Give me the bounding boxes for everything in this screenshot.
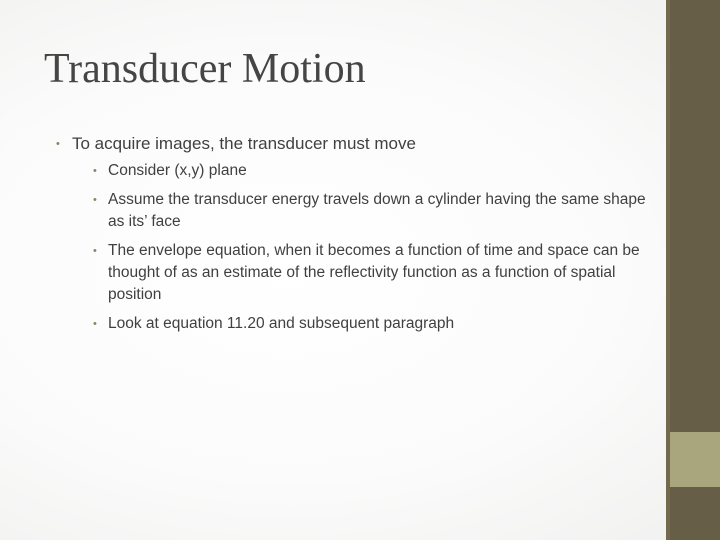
sidebar-accent-block [670, 432, 720, 487]
sub-bullet-item [72, 240, 646, 306]
sub-bullet-item [72, 160, 646, 182]
bullet-dot-icon: • [93, 194, 97, 206]
sub-bullet-item [72, 313, 646, 335]
sub-bullet-text: Consider (x,y) plane [108, 162, 247, 179]
sub-bullet-text: Look at equation 11.20 and subsequent paragraph [108, 315, 455, 332]
bullet-dot-icon: • [93, 165, 97, 177]
bullet-dot-icon: • [93, 245, 97, 257]
sub-bullet-text: The envelope equation, when it becomes a function of time and space can be thought of as an estimate of the reflectivity function as a function of spatial position [108, 242, 640, 303]
bullet-dot-icon: • [56, 138, 60, 150]
bullet-list [56, 132, 646, 342]
sub-bullet-item [72, 189, 646, 233]
sub-bullet-text: Assume the transducer energy travels down a cylinder having the same shape as its’ face [108, 191, 646, 230]
bullet-dot-icon: • [93, 318, 97, 330]
slide-title: Transducer Motion [44, 46, 366, 92]
bullet-item [56, 132, 646, 335]
sub-bullet-list [72, 160, 646, 335]
bullet-text: To acquire images, the transducer must move [72, 134, 416, 153]
